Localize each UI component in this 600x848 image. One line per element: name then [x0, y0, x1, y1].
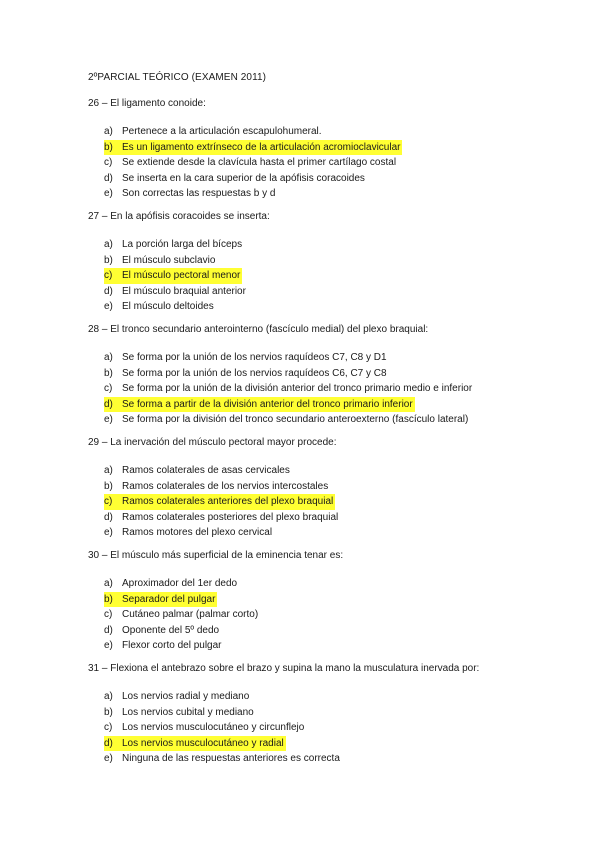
option-letter: a) [104, 126, 113, 137]
option-text: Ramos motores del plexo cervical [122, 527, 273, 539]
option-text: El músculo deltoides [122, 301, 214, 313]
option-text: Oponente del 5º dedo [122, 624, 220, 636]
option-row [104, 720, 340, 736]
option-row [104, 689, 340, 705]
question-text: 28 – El tronco secundario anterointerno (fascículo medial) del plexo braquial: [88, 324, 429, 335]
option-letter: a) [104, 239, 113, 250]
option-item [104, 689, 340, 705]
option-letter: e) [104, 640, 113, 652]
option-row [104, 186, 402, 202]
option-text: Los nervios musculocutáneo y radial [122, 737, 284, 749]
option-row [104, 592, 217, 608]
question-text: 30 – El músculo más superficial de la eminencia tenar es: [88, 550, 344, 561]
option-item [104, 751, 340, 767]
option-row [104, 171, 402, 187]
option-letter: e) [104, 414, 113, 426]
option-row [104, 494, 335, 510]
option-item [104, 479, 338, 495]
option-letter: b) [104, 141, 113, 153]
option-row [104, 705, 340, 721]
option-text: Se forma a partir de la división anterior del tronco primario inferior [122, 398, 413, 410]
option-text: La porción larga del bíceps [122, 239, 243, 250]
option-item [104, 638, 258, 654]
option-item [104, 299, 246, 315]
option-text: Ramos colaterales de los nervios intercostales [122, 480, 329, 492]
option-letter: e) [104, 527, 113, 539]
option-item [104, 705, 340, 721]
option-text: Se extiende desde la clavícula hasta el primer cartílago costal [122, 157, 397, 169]
option-item-highlighted [104, 397, 472, 413]
option-text: Son correctas las respuestas b y d [122, 188, 276, 200]
option-row [104, 124, 402, 140]
option-letter: a) [104, 691, 113, 702]
option-text: El músculo subclavio [122, 254, 216, 266]
option-list [104, 463, 338, 541]
option-row [104, 155, 402, 171]
option-row [104, 479, 338, 495]
option-row [104, 412, 472, 428]
option-text: El músculo braquial anterior [122, 285, 246, 297]
option-letter: c) [104, 157, 113, 169]
option-list [104, 350, 472, 428]
option-row [104, 140, 402, 156]
option-item [104, 381, 472, 397]
page-title: 2ºPARCIAL TEÓRICO (EXAMEN 2011) [88, 72, 267, 83]
option-row [104, 463, 338, 479]
question-text: 29 – La inervación del músculo pectoral mayor procede: [88, 437, 337, 448]
option-text: Los nervios cubital y mediano [122, 706, 254, 718]
option-text: Se forma por la unión de los nervios raquídeos C6, C7 y C8 [122, 367, 387, 379]
option-row [104, 268, 242, 284]
option-text: Separador del pulgar [122, 593, 216, 605]
option-item [104, 720, 340, 736]
option-row [104, 397, 415, 413]
option-letter: b) [104, 254, 113, 266]
option-item-highlighted [104, 736, 340, 752]
option-item [104, 510, 338, 526]
option-letter: d) [104, 624, 113, 636]
option-row [104, 510, 338, 526]
option-item [104, 366, 472, 382]
option-letter: a) [104, 578, 113, 589]
option-list [104, 124, 402, 202]
option-item [104, 607, 258, 623]
option-item-highlighted [104, 268, 246, 284]
option-letter: a) [104, 465, 113, 476]
option-text: Se forma por la unión de la división anterior del tronco primario medio e inferior [122, 383, 473, 395]
option-row [104, 253, 246, 269]
option-letter: a) [104, 352, 113, 363]
option-text: Flexor corto del pulgar [122, 640, 222, 652]
option-letter: d) [104, 737, 113, 749]
option-list [104, 689, 340, 767]
question-text: 27 – En la apófisis coracoides se inserta: [88, 211, 270, 222]
option-letter: e) [104, 753, 113, 765]
option-letter: d) [104, 511, 113, 523]
question-text: 31 – Flexiona el antebrazo sobre el brazo y supina la mano la musculatura inervada por: [88, 663, 480, 674]
option-letter: b) [104, 367, 113, 379]
option-letter: c) [104, 496, 113, 508]
option-text: Se inserta en la cara superior de la apófisis coracoides [122, 172, 365, 184]
option-text: El músculo pectoral menor [122, 270, 241, 282]
option-list [104, 237, 246, 315]
option-item [104, 525, 338, 541]
option-text: Se forma por la unión de los nervios raquídeos C7, C8 y D1 [122, 352, 387, 363]
option-row [104, 366, 472, 382]
option-row [104, 607, 258, 623]
option-letter: d) [104, 172, 113, 184]
option-letter: b) [104, 480, 113, 492]
option-text: Se forma por la división del tronco secundario anteroexterno (fascículo lateral) [122, 414, 469, 426]
option-item-highlighted [104, 140, 402, 156]
option-item [104, 253, 246, 269]
option-text: Ramos colaterales anteriores del plexo braquial [122, 496, 334, 508]
option-text: Aproximador del 1er dedo [122, 578, 238, 589]
option-row [104, 638, 258, 654]
option-item [104, 576, 258, 592]
option-text: Pertenece a la articulación escapulohumeral. [122, 126, 322, 137]
option-letter: c) [104, 722, 113, 734]
option-letter: b) [104, 593, 113, 605]
option-list [104, 576, 258, 654]
option-row [104, 237, 246, 253]
option-row [104, 623, 258, 639]
option-letter: d) [104, 285, 113, 297]
option-row [104, 576, 258, 592]
option-item [104, 463, 338, 479]
option-item [104, 155, 402, 171]
option-row [104, 381, 472, 397]
option-letter: c) [104, 270, 113, 282]
option-letter: d) [104, 398, 113, 410]
option-item [104, 412, 472, 428]
question-text: 26 – El ligamento conoide: [88, 98, 206, 109]
option-item [104, 237, 246, 253]
option-text: Ramos colaterales de asas cervicales [122, 465, 290, 476]
option-letter: e) [104, 188, 113, 200]
option-letter: e) [104, 301, 113, 313]
option-text: Ramos colaterales posteriores del plexo braquial [122, 511, 339, 523]
option-text: Los nervios radial y mediano [122, 691, 250, 702]
option-item [104, 284, 246, 300]
option-item-highlighted [104, 592, 258, 608]
option-letter: c) [104, 609, 113, 621]
option-row [104, 525, 338, 541]
option-item-highlighted [104, 494, 338, 510]
option-item [104, 186, 402, 202]
option-item [104, 350, 472, 366]
option-text: Cutáneo palmar (palmar corto) [122, 609, 259, 621]
option-row [104, 736, 286, 752]
option-text: Los nervios musculocutáneo y circunflejo [122, 722, 305, 734]
option-text: Es un ligamento extrínseco de la articulación acromioclavicular [122, 141, 401, 153]
option-item [104, 171, 402, 187]
option-item [104, 124, 402, 140]
option-row [104, 751, 340, 767]
option-letter: b) [104, 706, 113, 718]
option-text: Ninguna de las respuestas anteriores es correcta [122, 753, 340, 765]
option-row [104, 299, 246, 315]
option-letter: c) [104, 383, 113, 395]
option-row [104, 350, 472, 366]
option-row [104, 284, 246, 300]
option-item [104, 623, 258, 639]
